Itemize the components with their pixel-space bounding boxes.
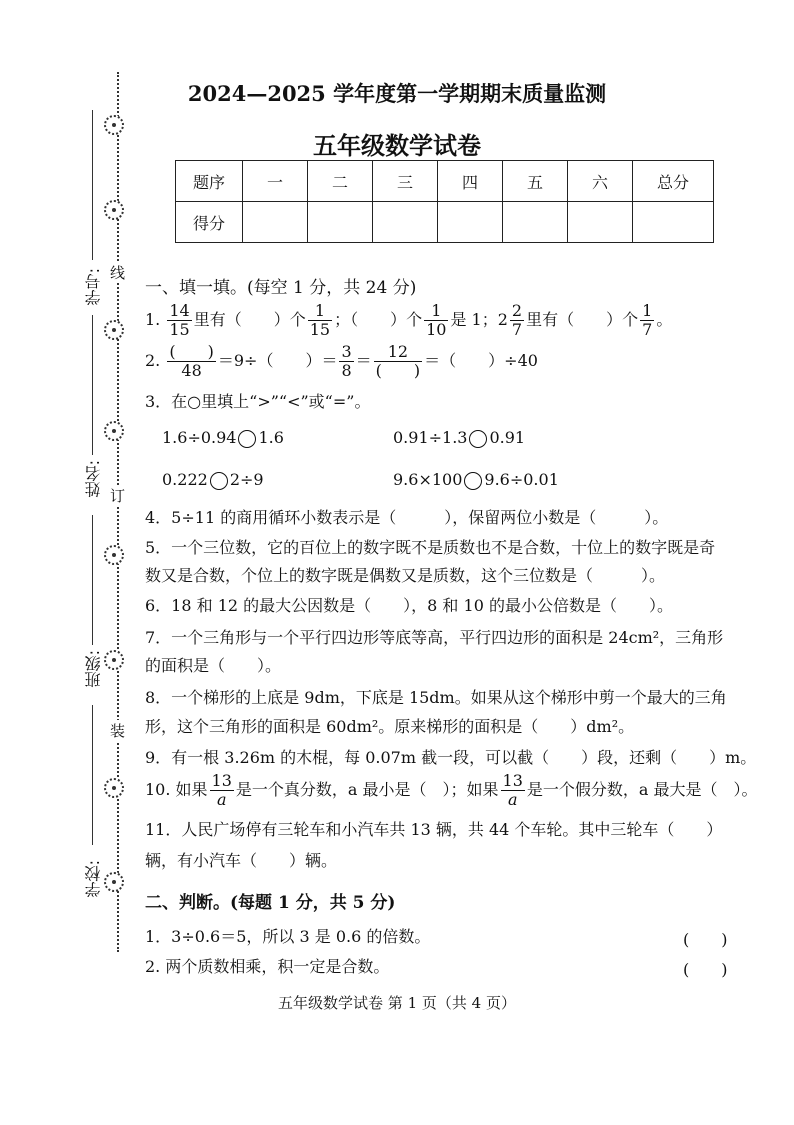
class-line bbox=[92, 515, 93, 645]
q1-text: 里有（ ）个 bbox=[193, 310, 306, 329]
score-cell[interactable] bbox=[633, 202, 714, 243]
table-cell: 二 bbox=[308, 161, 373, 202]
question-1 bbox=[145, 302, 672, 339]
score-table-score-row bbox=[176, 202, 714, 243]
compare-right: 0.91 bbox=[489, 428, 526, 447]
question-5-line-2: 数又是合数，个位上的数字既是偶数又是质数，这个三位数是（ ）。 bbox=[145, 566, 666, 585]
binding-hole bbox=[104, 421, 124, 441]
school-line bbox=[92, 705, 93, 845]
compare-item bbox=[393, 428, 525, 448]
class-label: 班级: bbox=[84, 650, 103, 688]
score-cell[interactable] bbox=[568, 202, 633, 243]
q10-text: 是一个假分数，a 最大是（ ）。 bbox=[526, 780, 758, 799]
question-10 bbox=[145, 772, 758, 809]
fraction: $\frac{1}{10}$ bbox=[426, 301, 447, 339]
binding-hole bbox=[104, 200, 124, 220]
binding-mark-bind: 装 bbox=[110, 722, 126, 740]
question-3: 3．在○里填上“>”“<”或“=”。 bbox=[145, 392, 371, 411]
compare-left: 9.6×100 bbox=[393, 470, 463, 489]
compare-item bbox=[162, 470, 264, 490]
school-label: 学校: bbox=[84, 860, 103, 898]
binding-hole bbox=[104, 778, 124, 798]
compare-left: 0.91÷1.3 bbox=[393, 428, 468, 447]
question-8-line-2: 形，这个三角形的面积是 60dm²。原来梯形的面积是（ ）dm²。 bbox=[145, 717, 635, 736]
score-cell[interactable] bbox=[243, 202, 308, 243]
fraction: $\frac{3}{8}$ bbox=[341, 342, 352, 380]
name-line bbox=[92, 315, 93, 455]
judge-question-1: 1．3÷0.6＝5，所以 3 是 0.6 的倍数。 bbox=[145, 927, 431, 946]
table-cell: 三 bbox=[373, 161, 438, 202]
compare-circle[interactable] bbox=[469, 430, 487, 448]
q1-num: 1. bbox=[145, 310, 161, 329]
section-2-title: 二、判断。(每题 1 分，共 5 分) bbox=[145, 893, 396, 913]
question-2 bbox=[145, 343, 538, 380]
compare-item bbox=[393, 470, 559, 490]
q2-num: 2. bbox=[145, 351, 161, 370]
exam-title: 2024—2025 学年度第一学期期末质量监测 bbox=[187, 81, 607, 106]
compare-item bbox=[162, 428, 284, 448]
question-8-line-1: 8．一个梯形的上底是 9dm，下底是 15dm。如果从这个梯形中剪一个最大的三角 bbox=[145, 688, 727, 707]
compare-circle[interactable] bbox=[238, 430, 256, 448]
fraction: $\frac{1}{15}$ bbox=[309, 301, 331, 339]
fraction: $\frac{1}{7}$ bbox=[642, 301, 653, 339]
binding-mark-staple: 订 bbox=[110, 487, 126, 505]
question-7-line-2: 的面积是（ ）。 bbox=[145, 656, 282, 675]
binding-hole bbox=[104, 320, 124, 340]
table-cell: 题序 bbox=[176, 161, 243, 202]
student-id-label: 学号: bbox=[84, 268, 103, 306]
question-5-line-1: 5．一个三位数，它的百位上的数字既不是质数也不是合数，十位上的数字既是奇 bbox=[145, 538, 716, 557]
q1-text: ；（ ）个 bbox=[334, 310, 423, 329]
q10-text: 是一个真分数，a 最小是（ ）；如果 bbox=[235, 780, 499, 799]
table-cell: 一 bbox=[243, 161, 308, 202]
binding-hole bbox=[104, 650, 124, 670]
question-7-line-1: 7．一个三角形与一个平行四边形等底等高，平行四边形的面积是 24cm²，三角形 bbox=[145, 628, 724, 647]
binding-hole bbox=[104, 545, 124, 565]
compare-right: 9.6÷0.01 bbox=[484, 470, 559, 489]
score-cell[interactable] bbox=[438, 202, 503, 243]
q1-text: 。 bbox=[656, 310, 673, 329]
fraction: $\frac{( )}{48}$ bbox=[169, 342, 214, 380]
question-6: 6．18 和 12 的最大公因数是（ ），8 和 10 的最小公倍数是（ ）。 bbox=[145, 596, 673, 615]
compare-left: 1.6÷0.94 bbox=[162, 428, 237, 447]
name-label: 姓名: bbox=[84, 460, 103, 498]
score-table bbox=[175, 160, 714, 243]
q1-text: 里有（ ）个 bbox=[526, 310, 639, 329]
table-cell: 六 bbox=[568, 161, 633, 202]
compare-circle[interactable] bbox=[210, 472, 228, 490]
compare-right: 2÷9 bbox=[229, 470, 264, 489]
compare-left: 0.222 bbox=[162, 470, 208, 489]
question-11-line-1: 11．人民广场停有三轮车和小汽车共 13 辆，共 44 个车轮。其中三轮车（ ） bbox=[145, 820, 723, 839]
table-cell: 五 bbox=[503, 161, 568, 202]
question-11-line-2: 辆，有小汽车（ ）辆。 bbox=[145, 851, 338, 870]
q2-text: ＝9÷（ ）＝ bbox=[217, 351, 338, 370]
fraction: $\frac{13}{a}$ bbox=[502, 771, 523, 809]
table-cell: 得分 bbox=[176, 202, 243, 243]
fraction: $\frac{13}{a}$ bbox=[211, 771, 232, 809]
score-cell[interactable] bbox=[308, 202, 373, 243]
fraction: $\frac{12}{( )}$ bbox=[375, 342, 421, 380]
q10-text: 10. 如果 bbox=[145, 780, 208, 799]
score-cell[interactable] bbox=[503, 202, 568, 243]
binding-hole bbox=[104, 872, 124, 892]
score-table-header-row bbox=[176, 161, 714, 202]
judge-question-2: 2. 两个质数相乘，积一定是合数。 bbox=[145, 957, 390, 976]
question-9: 9．有一根 3.26m 的木棍，每 0.07m 截一段，可以截（ ）段，还剩（ ）m。 bbox=[145, 748, 757, 767]
compare-circle[interactable] bbox=[464, 472, 482, 490]
question-4: 4．5÷11 的商用循环小数表示是（ ），保留两位小数是（ ）。 bbox=[145, 508, 669, 527]
binding-mark-line: 线 bbox=[110, 264, 126, 282]
q2-text: ＝（ ）÷40 bbox=[424, 351, 538, 370]
page-footer: 五年级数学试卷 第 1 页（共 4 页） bbox=[278, 994, 516, 1012]
q1-text: 是 1；2 bbox=[450, 310, 508, 329]
section-1-title: 一、填一填。(每空 1 分，共 24 分) bbox=[145, 278, 417, 298]
answer-paren[interactable]: ( ) bbox=[683, 930, 728, 949]
exam-subtitle: 五年级数学试卷 bbox=[313, 131, 481, 160]
score-cell[interactable] bbox=[373, 202, 438, 243]
q2-text: ＝ bbox=[355, 351, 372, 370]
fraction: $\frac{14}{15}$ bbox=[169, 301, 190, 339]
table-cell: 总分 bbox=[633, 161, 714, 202]
answer-paren[interactable]: ( ) bbox=[683, 960, 728, 979]
table-cell: 四 bbox=[438, 161, 503, 202]
compare-right: 1.6 bbox=[258, 428, 284, 447]
fraction: $\frac{2}{7}$ bbox=[511, 301, 523, 339]
